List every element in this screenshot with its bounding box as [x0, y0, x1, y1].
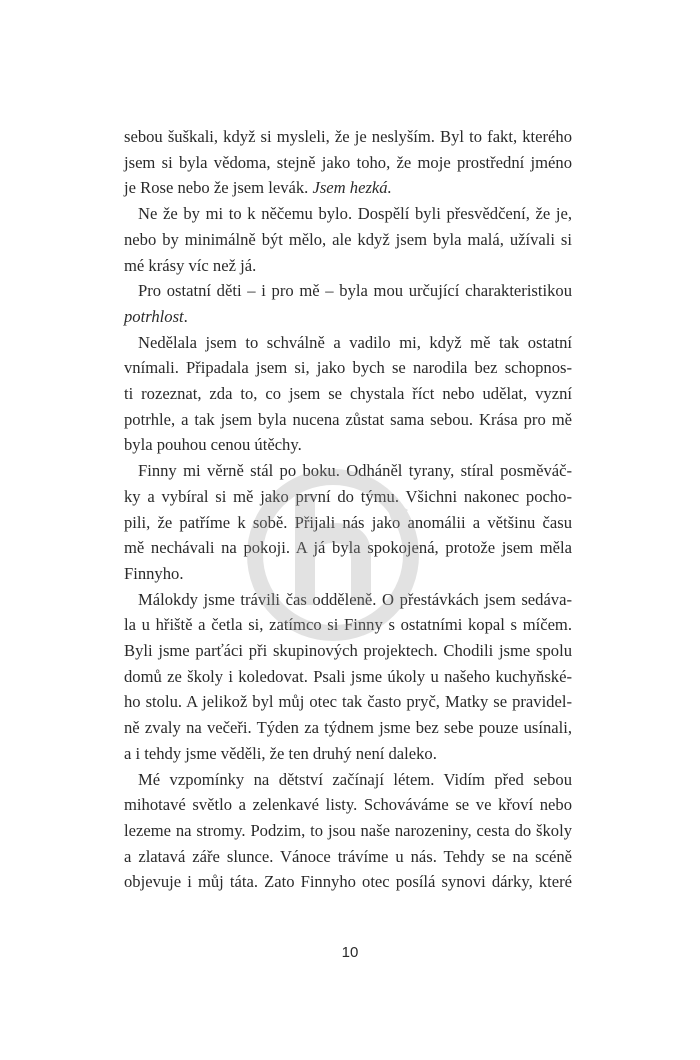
text-line: nebo by minimálně být mělo, ale když jsem byla malá, užívali si	[124, 229, 572, 249]
text-line: Nedělala jsem to schválně a vadilo mi, když mě tak ostatní	[138, 332, 572, 352]
text-segment: je Rose nebo že jsem levák.	[124, 178, 313, 198]
text-line: Byli jsme parťáci při skupinových projektech. Chodili jsme spolu	[124, 641, 572, 661]
text-line: Finny mi věrně stál po boku. Odháněl tyrany, stíral posměváč-	[138, 461, 572, 481]
text-line	[124, 175, 572, 201]
italic-text: Jsem hezká.	[312, 178, 392, 198]
text-line: jsem si byla vědoma, stejně jako toho, že moje prostřední jméno	[124, 152, 572, 172]
text-line: vnímali. Připadala jsem si, jako bych se narodila bez schopnos-	[124, 358, 572, 378]
text-line: a zlatavá záře slunce. Vánoce trávíme u nás. Tehdy se na scéně	[124, 846, 572, 866]
text-segment: .	[183, 306, 188, 326]
text-line: Mé vzpomínky na dětství začínají létem. Vidím před sebou	[138, 769, 572, 789]
text-line: la u hřiště a četla si, zatímco si Finny s ostatními kopal s míčem.	[124, 615, 572, 635]
text-line: ně zvaly na večeři. Týden za týdnem jsme bez sebe pouze usínali,	[124, 718, 572, 738]
page-number: 10	[341, 944, 359, 961]
text-line: Pro ostatní děti – i pro mě – byla mou určující charakteristikou	[138, 281, 572, 301]
text-line: ky a vybíral si mě jako první do týmu. Všichni nakonec pocho-	[124, 486, 572, 506]
text-line: Ne že by mi to k něčemu bylo. Dospělí byli přesvědčení, že je,	[138, 204, 572, 224]
text-line: potrhle, a tak jsem byla nucena zůstat sama sebou. Krása pro mě	[124, 409, 572, 429]
italic-text: potrhlost	[124, 306, 184, 326]
text-line: mé krásy víc než já.	[124, 255, 257, 275]
text-line: byla pouhou cenou útěchy.	[124, 435, 302, 455]
page-text	[124, 124, 572, 895]
text-line: sebou šuškali, když si mysleli, že je neslyším. Byl to fakt, kterého	[124, 127, 572, 146]
text-line: pili, že patříme k sobě. Přijali nás jako anomálii a většinu času	[124, 512, 572, 532]
text-line: ti rozeznat, zda to, co jsem se chystala říct nebo udělat, vyzní	[124, 384, 572, 404]
text-line: ho stolu. A jelikož byl můj otec tak často pryč, Matky se pravidel-	[124, 692, 572, 712]
text-line	[124, 304, 572, 330]
text-line: lezeme na stromy. Podzim, to jsou naše narozeniny, cesta do školy	[124, 820, 572, 840]
text-line: mě nechávali na pokoji. A já byla spokojená, protože jsem měla	[124, 538, 572, 558]
text-line: Finnyho.	[124, 563, 184, 583]
text-line: objevuje i můj táta. Zato Finnyho otec posílá synovi dárky, které	[124, 872, 572, 892]
text-line: domů ze školy i koledovat. Psali jsme úkoly u našeho kuchyňské-	[124, 666, 572, 686]
text-line: mihotavé světlo a zelenkavé listy. Schováváme se ve křoví nebo	[124, 795, 572, 815]
text-line: Málokdy jsme trávili čas odděleně. O přestávkách jsem sedáva-	[138, 589, 572, 609]
text-line: a i tehdy jsme věděli, že ten druhý není daleko.	[124, 743, 437, 763]
